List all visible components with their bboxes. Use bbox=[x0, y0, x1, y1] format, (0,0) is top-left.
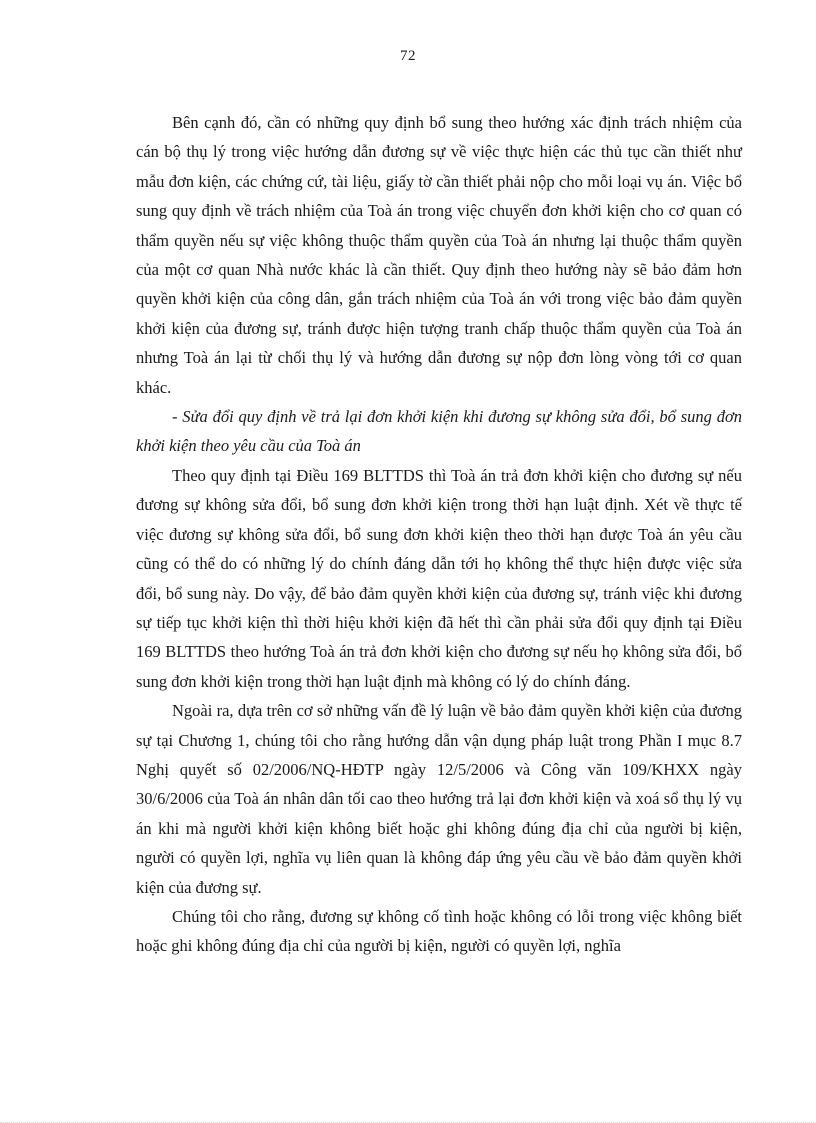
section-heading: - Sửa đổi quy định về trả lại đơn khởi kiện khi đương sự không sửa đổi, bổ sung đơn khởi kiện theo yêu cầu của Toà án bbox=[136, 407, 742, 456]
paragraph-2: Theo quy định tại Điều 169 BLTTDS thì Toà án trả đơn khởi kiện cho đương sự nếu đương sự không sửa đổi, bổ sung đơn khởi kiện trong thời hạn luật định. Xét về thực tế việc đương sự không sửa đổi, bổ sung đơn khởi kiện theo thời hạn được Toà án yêu cầu cũng có thể do có những lý do chính đáng dẫn tới họ không thể thực hiện được việc sửa đổi, bổ sung này. Do vậy, để bảo đảm quyền khởi kiện của đương sự, tránh việc khi đương sự tiếp tục khởi kiện thì thời hiệu khởi kiện đã hết thì cần phải sửa đổi quy định tại Điều 169 BLTTDS theo hướng Toà án trả đơn khởi kiện cho đương sự nếu họ không sửa đổi, bổ sung đơn khởi kiện trong thời hạn luật định mà không có lý do chính đáng. bbox=[136, 465, 742, 691]
paragraph-1: Bên cạnh đó, cần có những quy định bổ sung theo hướng xác định trách nhiệm của cán bộ thụ lý trong việc hướng dẫn đương sự về việc thực hiện các thủ tục cần thiết như mẫu đơn kiện, các chứng cứ, tài liệu, giấy tờ cần thiết phải nộp cho mỗi loại vụ án. Việc bổ sung quy định về trách nhiệm của Toà án trong việc chuyển đơn khởi kiện cho cơ quan có thẩm quyền nếu sự việc không thuộc thẩm quyền của Toà án nhưng lại thuộc thẩm quyền của một cơ quan Nhà nước khác là cần thiết. Quy định theo hướng này sẽ bảo đảm hơn quyền khởi kiện của công dân, gắn trách nhiệm của Toà án với trong việc bảo đảm quyền khởi kiện của đương sự, tránh được hiện tượng tranh chấp thuộc thẩm quyền của Toà án nhưng Toà án lại từ chối thụ lý và hướng dẫn đương sự nộp đơn lòng vòng tới cơ quan khác. bbox=[136, 113, 742, 397]
document-body bbox=[136, 108, 742, 961]
paragraph-3: Ngoài ra, dựa trên cơ sở những vấn đề lý luận về bảo đảm quyền khởi kiện của đương sự tại Chương 1, chúng tôi cho rằng hướng dẫn vận dụng pháp luật trong Phần I mục 8.7 Nghị quyết số 02/2006/NQ-HĐTP ngày 12/5/2006 và Công văn 109/KHXX ngày 30/6/2006 của Toà án nhân dân tối cao theo hướng trả lại đơn khởi kiện và xoá sổ thụ lý vụ án khi mà người khởi kiện không biết hoặc ghi không đúng địa chỉ của người bị kiện, người có quyền lợi, nghĩa vụ liên quan là không đáp ứng yêu cầu về bảo đảm quyền khởi kiện của đương sự. bbox=[136, 701, 742, 897]
page-number: 72 bbox=[400, 48, 416, 64]
paragraph-4: Chúng tôi cho rằng, đương sự không cố tình hoặc không có lỗi trong việc không biết hoặc ghi không đúng địa chỉ của người bị kiện, người có quyền lợi, nghĩa bbox=[136, 906, 742, 956]
